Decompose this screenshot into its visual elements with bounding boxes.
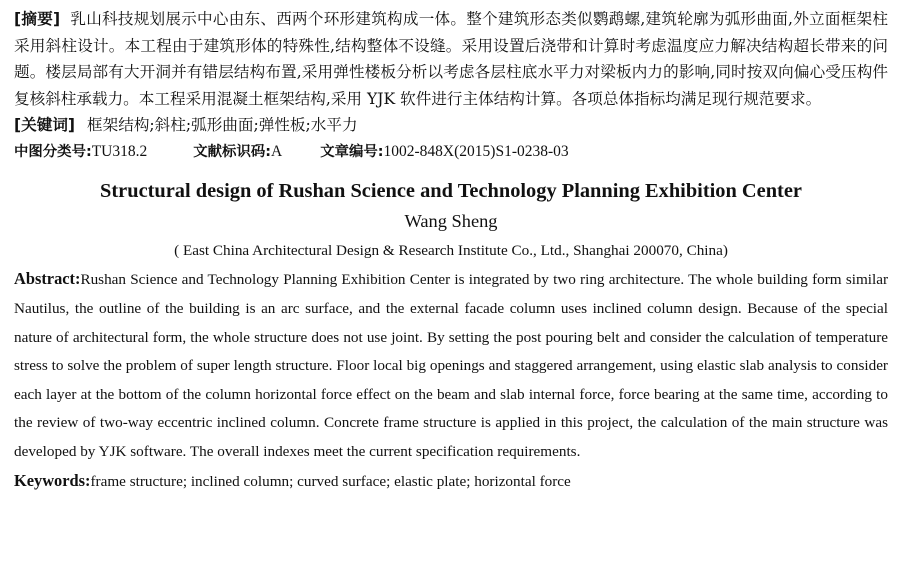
english-keywords <box>14 467 888 496</box>
english-keywords-label: Keywords: <box>14 470 91 490</box>
chinese-abstract <box>14 6 888 112</box>
chinese-abstract-text: 乳山科技规划展示中心由东、西两个环形建筑构成一体。整个建筑形态类似鹦鹉螺,建筑轮廓为弧形曲面,外立面框架柱采用斜柱设计。本工程由于建筑形体的特殊性,结构整体不设缝。采用设置后浇带和计算时考虑温度应力解决结构超长带来的问题。楼层局部有大开洞并有错层结构布置,采用弹性楼板分析以考虑各层柱底水平力对梁板内力的影响,同时按双向偏心受压构件复核斜柱承载力。本工程采用混凝土框架结构,采用 YJK 软件进行主体结构计算。各项总体指标均满足现行规范要求。 <box>14 10 888 108</box>
english-title: Structural design of Rushan Science and Technology Planning Exhibition Center <box>100 180 802 203</box>
article-no-label: 文章编号: <box>320 144 384 161</box>
english-abstract-label: Abstract: <box>14 269 81 289</box>
english-author: Wang Sheng <box>404 211 498 232</box>
doc-code-label: 文献标识码: <box>193 144 271 161</box>
classification-line <box>14 138 888 166</box>
english-abstract <box>14 265 888 466</box>
chinese-abstract-label: [摘要] <box>14 10 61 28</box>
english-affiliation: ( East China Architectural Design & Research Institute Co., Ltd., Shanghai 200070, China) <box>174 242 728 260</box>
clc-label: 中图分类号: <box>14 144 92 161</box>
chinese-keywords <box>14 112 888 138</box>
clc-value: TU318.2 <box>91 143 148 161</box>
chinese-keywords-text: 框架结构;斜柱;弧形曲面;弹性板;水平力 <box>87 116 358 135</box>
english-abstract-text: Rushan Science and Technology Planning Exhibition Center is integrated by two ring architecture. The whole building form similar Nautilus, the outline of the building is an arc surface, and the external facade column uses inclined column design. Because of the special nature of architectural form, the whole structure does not use joint. By setting the post pouring belt and consider the calculation of temperature stress to solve the problem of super length structure. Floor local big openings and staggered arrangement, using elastic slab analysis to consider each layer at the bottom of the column horizontal force effect on the beam and slab internal force, force bearing at the same time, according to the review of two-way eccentric inclined column. Concrete frame structure is applied in this project, the calculation of the main structure was developed by YJK software. The overall indexes meet the current specification requirements. <box>14 271 888 460</box>
english-keywords-text: frame structure; inclined column; curved surface; elastic plate; horizontal force <box>90 472 571 490</box>
chinese-keywords-label: [关键词] <box>14 116 76 135</box>
article-no-value: 1002-848X(2015)S1-0238-03 <box>383 143 569 161</box>
paper-abstract-page <box>14 6 888 496</box>
doc-code-value: A <box>270 143 283 161</box>
